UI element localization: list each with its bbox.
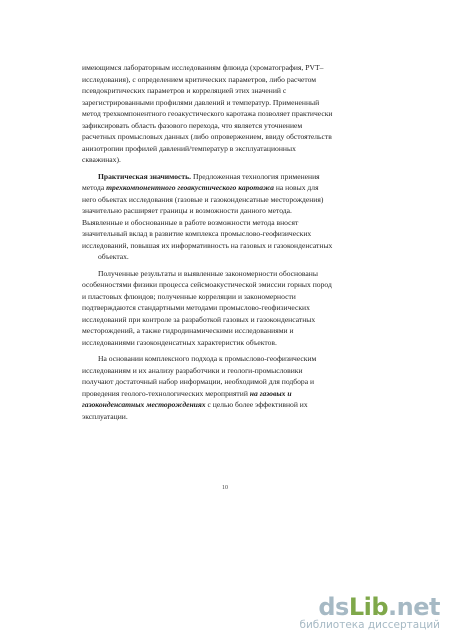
text-line: исследования), с определением критических параметров, либо расчетом <box>82 74 317 84</box>
text-line: особенностями физики процесса сейсмоакустической эмиссии горных пород <box>82 280 332 289</box>
document-body <box>82 62 382 422</box>
text-line: Практическая значимость. Предложенная технология применения <box>98 171 320 181</box>
text-line: месторождений, а также гидродинамическими исследованиями и <box>82 326 294 335</box>
text-line: псевдокритических параметров и корреляцией этих значений с <box>82 86 287 95</box>
text-line: получают достаточный набор информации, необходимой для подбора и <box>82 377 315 386</box>
text-line: На основании комплексного подхода к промыслово-геофизическим <box>98 354 317 363</box>
text-line: подтверждаются стандартными методами промыслово-геофизических <box>82 303 310 312</box>
text-line: значительный вклад в развитие комплекса промыслово-геофизических <box>82 229 312 238</box>
text-line: зафиксировать область фазового перехода, что является уточнением <box>82 120 303 130</box>
text-line: Выявленные и обоснованные в работе возможности метода вносят <box>82 217 299 227</box>
text-line: анизотропии профилей давлений/температур в эксплуатационных <box>82 143 296 153</box>
emphasis-fields: на газовых и <box>249 388 292 398</box>
text-line: Полученные результаты и выявленные закономерности обоснованы <box>98 268 318 278</box>
text-line: газоконденсатных месторождениях с целью более эффективной их <box>82 400 308 409</box>
text-line: исследований при контроле за разработкой газовых и газоконденсатных <box>82 314 316 324</box>
paragraph-practical-significance <box>82 171 382 263</box>
text-line: и пластовых флюидов; полученные корреляции и закономерности <box>82 291 296 301</box>
dslib-subtitle: библиотека диссертаций <box>299 619 440 631</box>
dslib-logo: dsLib.net <box>318 593 440 621</box>
text-line: эксплуатации. <box>82 411 128 421</box>
text-line: расчетных промысловых данных (либо опровержением, ввиду обстоятельств <box>82 132 332 141</box>
paragraph-4 <box>82 353 382 422</box>
text-line: исследований, повышая их информативность на газовых и газоконденсатных <box>82 240 333 250</box>
text-line: имеющимся лабораторным исследованиям флюида (хроматография, PVT– <box>82 63 324 72</box>
page-number: 10 <box>222 485 228 491</box>
text-line: значительно расширяет границы и возможности данного метода. <box>82 206 292 215</box>
section-heading: Практическая значимость. <box>98 171 192 181</box>
paragraph-3 <box>82 268 382 349</box>
text-line: исследованиями газоконденсатных характеристик объектов. <box>82 337 277 347</box>
text-line: проведения геолого-технологических мероприятий на газовых и <box>82 388 292 398</box>
text-line: него объектах исследования (газовые и газоконденсатные месторождения) <box>82 194 324 204</box>
dslib-watermark <box>299 594 440 631</box>
paragraph-1 <box>82 62 382 166</box>
text-line: скважинах). <box>82 155 121 164</box>
text-line: метода трехкомпонентного геоакустического каротажа на новых для <box>82 183 319 192</box>
text-line: объектах. <box>98 252 129 261</box>
text-line: метод трехкомпонентного геоакустического каротажа позволяет практически <box>82 109 333 118</box>
text-line: зарегистрированными профилями давлений и температур. Примененный <box>82 97 320 107</box>
text-line: исследованиям и их анализу разработчики и геологи-промысловики <box>82 365 303 375</box>
emphasis-method: трехкомпонентного геоакустического каротажа <box>106 183 274 192</box>
emphasis-fields: газоконденсатных месторождениях <box>82 400 206 409</box>
